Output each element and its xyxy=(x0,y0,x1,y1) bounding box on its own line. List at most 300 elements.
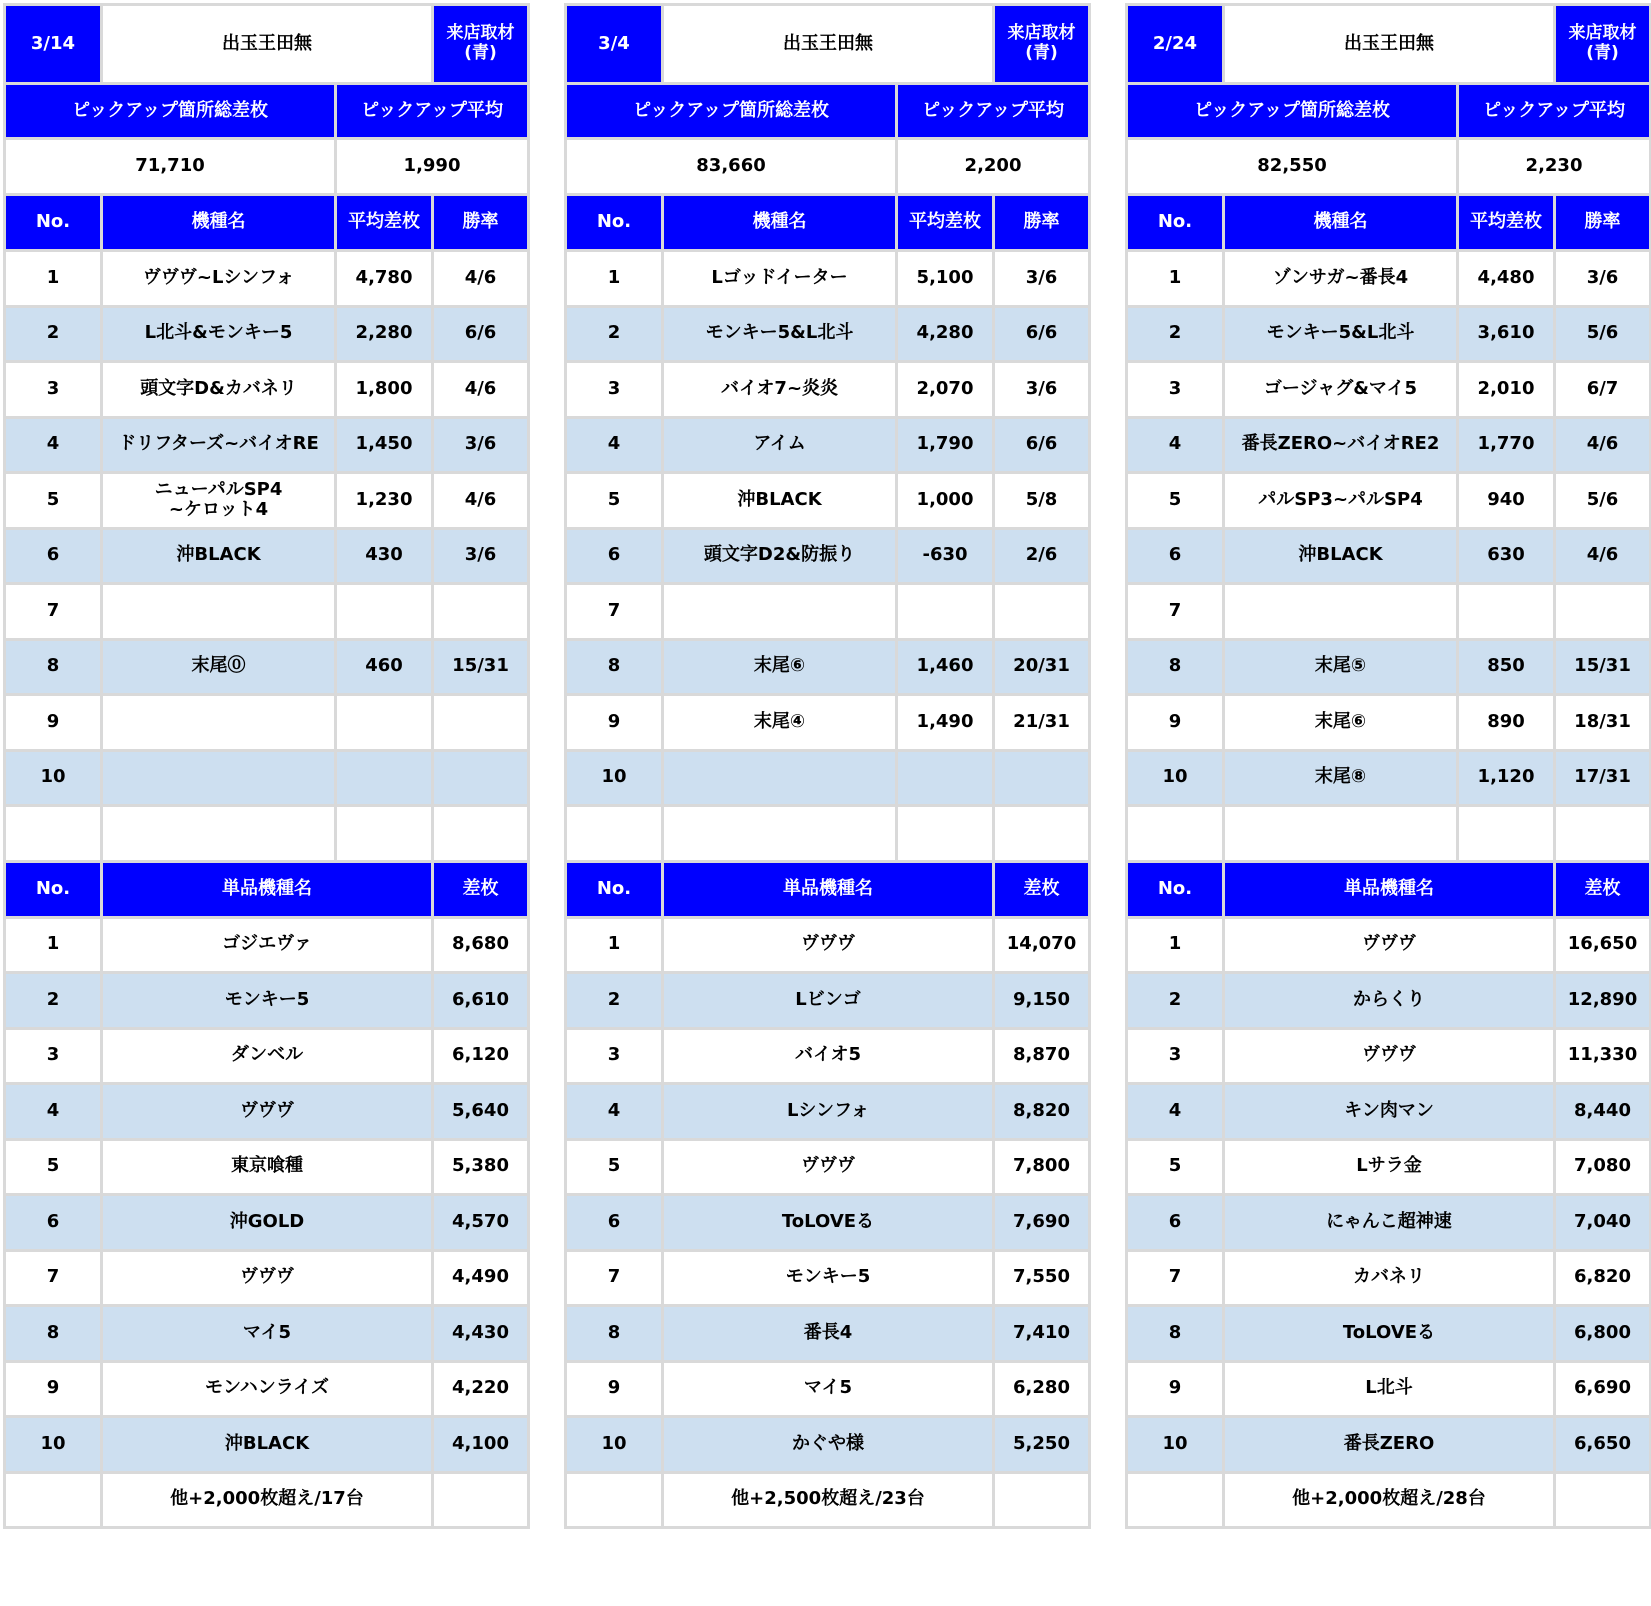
result-panel-3 xyxy=(1125,3,1651,1529)
single-diff: 5,640 xyxy=(433,1084,529,1140)
single-diff: 11,330 xyxy=(1555,1028,1651,1084)
single-name: 沖GOLD xyxy=(101,1195,432,1251)
machine-no: 7 xyxy=(566,584,663,640)
single-header: 単品機種名 xyxy=(662,861,993,917)
single-name: ToLOVEる xyxy=(1223,1306,1554,1362)
machine-no: 8 xyxy=(1127,639,1224,695)
machine-row xyxy=(5,306,529,362)
single-no: 4 xyxy=(1127,1084,1224,1140)
single-no: 4 xyxy=(5,1084,102,1140)
machine-avg-diff: 2,010 xyxy=(1458,362,1555,418)
pickup-avg-label: ピックアップ平均 xyxy=(336,84,529,139)
machine-no: 3 xyxy=(5,362,102,418)
single-no: 4 xyxy=(566,1084,663,1140)
single-header: No. xyxy=(5,861,102,917)
single-no: 3 xyxy=(5,1028,102,1084)
machine-win-rate xyxy=(433,750,529,806)
single-no: 3 xyxy=(566,1028,663,1084)
single-no: 10 xyxy=(5,1417,102,1473)
machine-row xyxy=(566,695,1090,751)
footer-blank xyxy=(994,1472,1090,1528)
single-row xyxy=(1127,1306,1651,1362)
pickup-avg-value: 1,990 xyxy=(336,139,529,195)
single-no: 7 xyxy=(566,1250,663,1306)
machine-name: パルSP3~パルSP4 xyxy=(1223,473,1457,529)
machine-no: 7 xyxy=(1127,584,1224,640)
single-diff: 6,610 xyxy=(433,973,529,1029)
single-row xyxy=(5,1417,529,1473)
machine-avg-diff: 2,280 xyxy=(336,306,433,362)
single-no: 9 xyxy=(566,1361,663,1417)
machine-win-rate: 4/6 xyxy=(1555,528,1651,584)
single-no: 9 xyxy=(5,1361,102,1417)
blank-cell xyxy=(566,806,663,862)
machine-win-rate: 5/6 xyxy=(1555,306,1651,362)
machine-row xyxy=(5,528,529,584)
machine-row xyxy=(566,528,1090,584)
machine-row xyxy=(1127,750,1651,806)
machine-name: 末尾④ xyxy=(662,695,896,751)
single-row xyxy=(5,1306,529,1362)
single-no: 5 xyxy=(566,1139,663,1195)
coverage-tag-line1: 来店取材 xyxy=(1007,23,1076,44)
machine-avg-diff xyxy=(336,584,433,640)
machine-avg-diff: 430 xyxy=(336,528,433,584)
single-row xyxy=(1127,917,1651,973)
machine-row xyxy=(5,584,529,640)
machine-win-rate: 4/6 xyxy=(433,473,529,529)
machine-win-rate: 5/6 xyxy=(1555,473,1651,529)
pickup-avg-label: ピックアップ平均 xyxy=(1458,84,1651,139)
single-no: 1 xyxy=(5,917,102,973)
single-diff: 8,820 xyxy=(994,1084,1090,1140)
machine-name: 沖BLACK xyxy=(662,473,896,529)
single-no: 3 xyxy=(1127,1028,1224,1084)
store-name: 出玉王田無 xyxy=(1223,5,1554,84)
single-diff: 6,280 xyxy=(994,1361,1090,1417)
single-row xyxy=(1127,1139,1651,1195)
single-no: 9 xyxy=(1127,1361,1224,1417)
single-name: モンハンライズ xyxy=(101,1361,432,1417)
single-row xyxy=(1127,1417,1651,1473)
coverage-tag-line1: 来店取材 xyxy=(446,23,515,44)
machine-row xyxy=(1127,695,1651,751)
single-diff: 7,800 xyxy=(994,1139,1090,1195)
single-row xyxy=(5,917,529,973)
single-row xyxy=(1127,1195,1651,1251)
machine-no: 10 xyxy=(566,750,663,806)
coverage-tag-line2: (青) xyxy=(464,43,497,63)
pickup-total-label: ピックアップ箇所総差枚 xyxy=(1127,84,1458,139)
machine-avg-diff: 1,230 xyxy=(336,473,433,529)
machine-row xyxy=(5,473,529,529)
machine-name xyxy=(662,750,896,806)
single-name: かぐや様 xyxy=(662,1417,993,1473)
machine-name xyxy=(101,584,335,640)
footer-blank xyxy=(1555,1472,1651,1528)
machine-row xyxy=(566,306,1090,362)
single-name: ゴジエヴァ xyxy=(101,917,432,973)
machine-win-rate: 6/6 xyxy=(994,417,1090,473)
machine-row xyxy=(566,584,1090,640)
machine-header: 勝率 xyxy=(433,195,529,251)
pickup-total-value: 83,660 xyxy=(566,139,897,195)
single-header: 単品機種名 xyxy=(101,861,432,917)
single-diff: 6,800 xyxy=(1555,1306,1651,1362)
single-no: 7 xyxy=(1127,1250,1224,1306)
single-row xyxy=(1127,1084,1651,1140)
machine-avg-diff: 460 xyxy=(336,639,433,695)
pickup-total-label: ピックアップ箇所総差枚 xyxy=(566,84,897,139)
machine-avg-diff: 1,460 xyxy=(897,639,994,695)
single-no: 2 xyxy=(5,973,102,1029)
footer-blank xyxy=(566,1472,663,1528)
machine-name xyxy=(101,695,335,751)
machine-row xyxy=(566,750,1090,806)
coverage-tag-line2: (青) xyxy=(1025,43,1058,63)
machine-name xyxy=(101,750,335,806)
machine-row xyxy=(5,639,529,695)
machine-avg-diff xyxy=(897,584,994,640)
footer-note: 他+2,000枚超え/17台 xyxy=(101,1472,432,1528)
machine-header: 勝率 xyxy=(994,195,1090,251)
machine-row xyxy=(566,362,1090,418)
machine-header: 機種名 xyxy=(662,195,896,251)
machine-win-rate xyxy=(994,750,1090,806)
single-row xyxy=(5,1361,529,1417)
blank-cell xyxy=(1458,806,1555,862)
machine-win-rate: 15/31 xyxy=(1555,639,1651,695)
coverage-tag xyxy=(994,5,1090,84)
single-name: L北斗 xyxy=(1223,1361,1554,1417)
blank-cell xyxy=(662,806,896,862)
single-header: No. xyxy=(1127,861,1224,917)
single-diff: 14,070 xyxy=(994,917,1090,973)
single-no: 6 xyxy=(1127,1195,1224,1251)
machine-avg-diff: 4,280 xyxy=(897,306,994,362)
blank-cell xyxy=(101,806,335,862)
single-name: にゃんこ超神速 xyxy=(1223,1195,1554,1251)
machine-avg-diff xyxy=(336,695,433,751)
single-row xyxy=(5,1028,529,1084)
store-name: 出玉王田無 xyxy=(101,5,432,84)
single-no: 8 xyxy=(1127,1306,1224,1362)
single-name: ヴヴヴ xyxy=(662,1139,993,1195)
single-diff: 16,650 xyxy=(1555,917,1651,973)
single-diff: 6,120 xyxy=(433,1028,529,1084)
pickup-avg-label: ピックアップ平均 xyxy=(897,84,1090,139)
machine-no: 3 xyxy=(566,362,663,418)
machine-no: 6 xyxy=(5,528,102,584)
machine-win-rate: 2/6 xyxy=(994,528,1090,584)
single-no: 10 xyxy=(566,1417,663,1473)
machine-no: 4 xyxy=(5,417,102,473)
pickup-total-value: 71,710 xyxy=(5,139,336,195)
machine-name: 末尾⑤ xyxy=(1223,639,1457,695)
machine-name xyxy=(1223,584,1457,640)
machine-win-rate xyxy=(1555,584,1651,640)
machine-win-rate: 20/31 xyxy=(994,639,1090,695)
machine-avg-diff: 4,480 xyxy=(1458,251,1555,307)
machine-win-rate xyxy=(433,584,529,640)
machine-avg-diff: 5,100 xyxy=(897,251,994,307)
footer-blank xyxy=(1127,1472,1224,1528)
pickup-total-label: ピックアップ箇所総差枚 xyxy=(5,84,336,139)
machine-no: 7 xyxy=(5,584,102,640)
machine-name: 末尾⓪ xyxy=(101,639,335,695)
machine-row xyxy=(1127,473,1651,529)
machine-header: 機種名 xyxy=(101,195,335,251)
single-name: モンキー5 xyxy=(662,1250,993,1306)
machine-no: 9 xyxy=(5,695,102,751)
machine-win-rate xyxy=(433,695,529,751)
single-row xyxy=(566,1361,1090,1417)
machine-name: ドリフターズ~バイオRE xyxy=(101,417,335,473)
machine-no: 8 xyxy=(5,639,102,695)
single-row xyxy=(566,973,1090,1029)
machine-avg-diff: 1,770 xyxy=(1458,417,1555,473)
single-name: ヴヴヴ xyxy=(662,917,993,973)
single-name: キン肉マン xyxy=(1223,1084,1554,1140)
single-diff: 4,220 xyxy=(433,1361,529,1417)
machine-name: 末尾⑥ xyxy=(662,639,896,695)
single-name: バイオ5 xyxy=(662,1028,993,1084)
blank-cell xyxy=(897,806,994,862)
machine-win-rate: 21/31 xyxy=(994,695,1090,751)
blank-cell xyxy=(336,806,433,862)
machine-name: 末尾⑥ xyxy=(1223,695,1457,751)
footer-note: 他+2,000枚超え/28台 xyxy=(1223,1472,1554,1528)
single-diff: 7,690 xyxy=(994,1195,1090,1251)
machine-win-rate: 3/6 xyxy=(433,417,529,473)
machine-win-rate: 4/6 xyxy=(433,251,529,307)
single-no: 6 xyxy=(5,1195,102,1251)
machine-name xyxy=(662,584,896,640)
blank-cell xyxy=(1555,806,1651,862)
single-name: ヴヴヴ xyxy=(1223,917,1554,973)
single-diff: 6,690 xyxy=(1555,1361,1651,1417)
machine-win-rate: 17/31 xyxy=(1555,750,1651,806)
single-row xyxy=(566,1306,1090,1362)
machine-header: No. xyxy=(566,195,663,251)
machine-row xyxy=(1127,639,1651,695)
machine-row xyxy=(1127,584,1651,640)
machine-win-rate: 4/6 xyxy=(433,362,529,418)
single-no: 8 xyxy=(566,1306,663,1362)
coverage-tag xyxy=(1555,5,1651,84)
machine-row xyxy=(5,251,529,307)
machine-name: アイム xyxy=(662,417,896,473)
single-diff: 5,250 xyxy=(994,1417,1090,1473)
machine-name: モンキー5&L北斗 xyxy=(662,306,896,362)
machine-avg-diff xyxy=(897,750,994,806)
single-name: カバネリ xyxy=(1223,1250,1554,1306)
single-name: ヴヴヴ xyxy=(101,1250,432,1306)
machine-name: バイオ7~炎炎 xyxy=(662,362,896,418)
machine-row xyxy=(5,695,529,751)
machine-name: ヴヴヴ~Lシンフォ xyxy=(101,251,335,307)
single-diff: 5,380 xyxy=(433,1139,529,1195)
machine-avg-diff xyxy=(1458,584,1555,640)
machine-no: 6 xyxy=(566,528,663,584)
single-diff: 8,870 xyxy=(994,1028,1090,1084)
single-name: 番長4 xyxy=(662,1306,993,1362)
single-name: 番長ZERO xyxy=(1223,1417,1554,1473)
machine-win-rate: 3/6 xyxy=(1555,251,1651,307)
machine-avg-diff: 1,800 xyxy=(336,362,433,418)
single-row xyxy=(5,1195,529,1251)
machine-win-rate: 3/6 xyxy=(994,362,1090,418)
single-row xyxy=(1127,1028,1651,1084)
machine-name xyxy=(101,473,335,529)
single-row xyxy=(566,1084,1090,1140)
machine-name: モンキー5&L北斗 xyxy=(1223,306,1457,362)
machine-win-rate: 4/6 xyxy=(1555,417,1651,473)
single-no: 7 xyxy=(5,1250,102,1306)
single-row xyxy=(5,973,529,1029)
machine-no: 9 xyxy=(566,695,663,751)
pickup-total-value: 82,550 xyxy=(1127,139,1458,195)
single-row xyxy=(566,1195,1090,1251)
date-cell: 3/4 xyxy=(566,5,663,84)
machine-name-line1: ニューパルSP4 xyxy=(154,478,283,500)
machine-win-rate: 3/6 xyxy=(994,251,1090,307)
machine-avg-diff: 1,000 xyxy=(897,473,994,529)
machine-row xyxy=(1127,362,1651,418)
machine-header: 平均差枚 xyxy=(1458,195,1555,251)
single-name: Lビンゴ xyxy=(662,973,993,1029)
machine-avg-diff: 2,070 xyxy=(897,362,994,418)
single-header: 単品機種名 xyxy=(1223,861,1554,917)
machine-avg-diff xyxy=(336,750,433,806)
machine-row xyxy=(5,750,529,806)
single-row xyxy=(566,1250,1090,1306)
single-row xyxy=(1127,1250,1651,1306)
machine-no: 9 xyxy=(1127,695,1224,751)
machine-avg-diff: 630 xyxy=(1458,528,1555,584)
machine-name-line2: ~ケロット4 xyxy=(168,499,269,521)
single-row xyxy=(1127,1361,1651,1417)
machine-avg-diff: 940 xyxy=(1458,473,1555,529)
single-name: モンキー5 xyxy=(101,973,432,1029)
blank-cell xyxy=(5,806,102,862)
machine-no: 2 xyxy=(566,306,663,362)
coverage-tag-line2: (青) xyxy=(1586,43,1619,63)
machine-row xyxy=(1127,417,1651,473)
single-name: マイ5 xyxy=(101,1306,432,1362)
single-no: 1 xyxy=(566,917,663,973)
footer-note: 他+2,500枚超え/23台 xyxy=(662,1472,993,1528)
machine-avg-diff: 1,120 xyxy=(1458,750,1555,806)
single-diff: 7,080 xyxy=(1555,1139,1651,1195)
single-diff: 8,680 xyxy=(433,917,529,973)
result-table xyxy=(1125,3,1651,1529)
machine-row xyxy=(1127,306,1651,362)
machine-header: No. xyxy=(5,195,102,251)
single-name: ヴヴヴ xyxy=(1223,1028,1554,1084)
machine-no: 5 xyxy=(5,473,102,529)
single-diff: 4,490 xyxy=(433,1250,529,1306)
machine-name: Lゴッドイーター xyxy=(662,251,896,307)
blank-cell xyxy=(994,806,1090,862)
machine-win-rate: 6/6 xyxy=(433,306,529,362)
footer-blank xyxy=(433,1472,529,1528)
machine-row xyxy=(1127,528,1651,584)
machine-no: 10 xyxy=(5,750,102,806)
blank-cell xyxy=(1223,806,1457,862)
coverage-tag-line1: 来店取材 xyxy=(1568,23,1637,44)
single-name: 沖BLACK xyxy=(101,1417,432,1473)
single-name: Lシンフォ xyxy=(662,1084,993,1140)
result-table xyxy=(3,3,530,1529)
machine-avg-diff: 1,490 xyxy=(897,695,994,751)
machine-row xyxy=(1127,251,1651,307)
date-cell: 3/14 xyxy=(5,5,102,84)
single-name: からくり xyxy=(1223,973,1554,1029)
single-name: ToLOVEる xyxy=(662,1195,993,1251)
machine-header: 勝率 xyxy=(1555,195,1651,251)
machine-win-rate: 18/31 xyxy=(1555,695,1651,751)
machine-name: 沖BLACK xyxy=(101,528,335,584)
single-row xyxy=(566,1028,1090,1084)
machine-avg-diff: 4,780 xyxy=(336,251,433,307)
machine-row xyxy=(5,362,529,418)
machine-name: L北斗&モンキー5 xyxy=(101,306,335,362)
machine-no: 2 xyxy=(1127,306,1224,362)
machine-win-rate: 6/7 xyxy=(1555,362,1651,418)
single-diff: 7,410 xyxy=(994,1306,1090,1362)
machine-avg-diff: 1,450 xyxy=(336,417,433,473)
machine-name: 頭文字D2&防振り xyxy=(662,528,896,584)
machine-win-rate: 6/6 xyxy=(994,306,1090,362)
single-name: ダンベル xyxy=(101,1028,432,1084)
machine-name: ゴージャグ&マイ5 xyxy=(1223,362,1457,418)
machine-avg-diff: 3,610 xyxy=(1458,306,1555,362)
single-diff: 4,100 xyxy=(433,1417,529,1473)
single-row xyxy=(566,917,1090,973)
single-row xyxy=(5,1139,529,1195)
single-diff: 12,890 xyxy=(1555,973,1651,1029)
pickup-avg-value: 2,230 xyxy=(1458,139,1651,195)
single-diff: 6,650 xyxy=(1555,1417,1651,1473)
machine-avg-diff: 1,790 xyxy=(897,417,994,473)
coverage-tag xyxy=(433,5,529,84)
machine-no: 4 xyxy=(1127,417,1224,473)
machine-header: No. xyxy=(1127,195,1224,251)
single-row xyxy=(1127,973,1651,1029)
single-no: 5 xyxy=(1127,1139,1224,1195)
single-no: 2 xyxy=(566,973,663,1029)
machine-avg-diff: 890 xyxy=(1458,695,1555,751)
footer-blank xyxy=(5,1472,102,1528)
machine-name: ゾンサガ~番長4 xyxy=(1223,251,1457,307)
single-no: 6 xyxy=(566,1195,663,1251)
blank-cell xyxy=(433,806,529,862)
single-name: 東京喰種 xyxy=(101,1139,432,1195)
machine-header: 平均差枚 xyxy=(897,195,994,251)
machine-row xyxy=(566,473,1090,529)
machine-no: 1 xyxy=(5,251,102,307)
single-diff: 6,820 xyxy=(1555,1250,1651,1306)
single-diff: 9,150 xyxy=(994,973,1090,1029)
single-no: 2 xyxy=(1127,973,1224,1029)
single-diff: 7,550 xyxy=(994,1250,1090,1306)
machine-no: 4 xyxy=(566,417,663,473)
machine-header: 平均差枚 xyxy=(336,195,433,251)
single-diff: 8,440 xyxy=(1555,1084,1651,1140)
store-name: 出玉王田無 xyxy=(662,5,993,84)
machine-win-rate: 15/31 xyxy=(433,639,529,695)
